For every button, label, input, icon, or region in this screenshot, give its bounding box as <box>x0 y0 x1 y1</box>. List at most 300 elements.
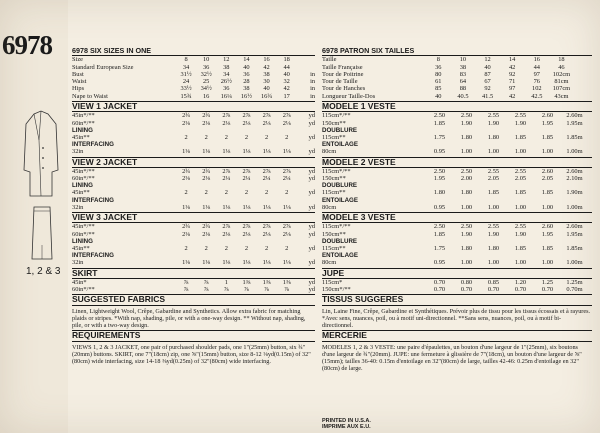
row-value: 2⅞ <box>242 167 251 175</box>
row-value: 16 <box>533 56 540 64</box>
row-value: 30 <box>263 78 270 86</box>
row-value: 2 <box>244 133 249 141</box>
row-label: 32in <box>72 203 84 211</box>
requirements-text: VIEWS 1, 2 & 3 JACKET, one pair of purchased shoulder pads, one 1"(25mm) button, six ¾"(20mm) buttons. SKIRT, one 7"(18cm) zip, one ⅝"(15mm) button, size 8-12 ⅛yd(0.15m) of 32"(80cm) wide interfacing, size 14-18 ⅜yd(0.25m) of 32"(80cm) wide interfacing. <box>72 343 311 366</box>
row-value: 2⅛ <box>282 119 291 127</box>
table-row <box>322 93 592 100</box>
jupe-table <box>322 279 592 294</box>
row-value: 40 <box>283 70 290 78</box>
row-value: 1.00 <box>541 203 554 211</box>
row-value: 0.70m <box>566 286 583 294</box>
table-row <box>72 64 315 71</box>
row-value: 1.85 <box>433 119 446 127</box>
row-value: 1⅛ <box>282 148 291 156</box>
row-value: 2 <box>224 244 228 252</box>
row-value: 2.05 <box>541 175 554 183</box>
row-value: 1.85 <box>514 244 527 252</box>
row-value: 2⅛ <box>262 230 271 238</box>
row-value: 2.50 <box>460 112 473 120</box>
row-value: 2 <box>204 133 208 141</box>
row-unit: in <box>310 92 316 100</box>
row-value: 1.95 <box>433 175 446 183</box>
row-value: 0.85 <box>487 278 500 286</box>
row-value: 1.25m <box>566 278 583 286</box>
row-value: 1⅛ <box>262 148 271 156</box>
row-value: 107cm <box>552 85 571 93</box>
row-value: 2¾ <box>202 167 211 175</box>
table-row <box>322 56 592 63</box>
table-row <box>72 259 315 266</box>
row-subheading: INTERFACING <box>72 141 114 149</box>
row-unit: yd <box>308 119 316 127</box>
table-row <box>322 259 592 266</box>
row-value: 1.00 <box>541 259 554 267</box>
row-value: 2.50 <box>460 167 473 175</box>
row-value: 1⅛ <box>202 203 211 211</box>
row-subheading: DOUBLURE <box>322 237 358 245</box>
tissus-title: TISSUS SUGGERES <box>322 294 592 305</box>
row-value: 1.90 <box>514 119 527 127</box>
row-value: 2.50 <box>433 112 446 120</box>
row-unit: yd <box>308 223 316 231</box>
row-label: 60in*/** <box>72 286 95 294</box>
row-value: ⅞ <box>183 278 189 286</box>
row-value: 2.55 <box>487 223 500 231</box>
row-value: 2.55 <box>514 112 527 120</box>
row-value: 2 <box>285 244 289 252</box>
row-value: 24 <box>182 78 190 86</box>
row-value: 2¼ <box>242 175 251 183</box>
row-value: 1.90 <box>460 230 473 238</box>
row-value: 1.90 <box>514 230 527 238</box>
row-label: 32in <box>72 259 84 267</box>
row-unit: yd <box>308 203 316 211</box>
row-value: 16¾ <box>260 92 273 100</box>
row-unit: yd <box>308 286 316 294</box>
row-value: 40 <box>484 63 491 71</box>
row-value: 2.10m <box>566 175 583 183</box>
row-unit: yd <box>308 244 316 252</box>
row-unit: yd <box>308 148 316 156</box>
views-label: 1, 2 & 3 <box>26 266 61 277</box>
row-value: 0.95 <box>433 148 446 156</box>
row-value: 1⅛ <box>262 203 271 211</box>
row-value: 10 <box>202 56 210 64</box>
table-row <box>322 231 592 238</box>
row-label: 115cm** <box>322 189 346 197</box>
row-value: 61 <box>435 78 442 86</box>
table-row <box>322 175 592 182</box>
row-value: 2⅞ <box>262 112 271 120</box>
row-value: 2.05 <box>514 175 527 183</box>
row-value: 2.55 <box>514 167 527 175</box>
view3-table <box>72 223 315 266</box>
view2-table <box>72 168 315 211</box>
row-label: 115cm*/** <box>322 167 351 175</box>
row-value: 40 <box>243 63 250 71</box>
row-value: 1.95 <box>541 230 554 238</box>
row-value: 1.80 <box>460 244 473 252</box>
row-value: 2.50 <box>460 223 473 231</box>
row-value: 1.20 <box>514 278 527 286</box>
row-value: ⅞ <box>284 286 290 294</box>
row-label: 115cm** <box>322 133 346 141</box>
row-label: 80cm <box>322 259 337 267</box>
printed-notice <box>322 418 371 430</box>
french-column <box>322 47 592 372</box>
view2-title: VIEW 2 JACKET <box>72 157 315 168</box>
row-value: 2⅞ <box>262 167 271 175</box>
table-row <box>72 112 315 119</box>
row-value: 42 <box>283 85 290 93</box>
row-label: 115cm** <box>322 244 346 252</box>
row-label: 115cm*/** <box>322 223 351 231</box>
row-value: 33½ <box>180 85 192 93</box>
row-value: 42.5 <box>531 92 543 100</box>
english-title: 6978 SIX SIZES IN ONE <box>72 47 315 56</box>
skirt-sketch <box>30 205 54 261</box>
row-value: 14 <box>508 56 516 64</box>
row-value: 34 <box>223 70 230 78</box>
row-value: 1⅛ <box>182 259 191 267</box>
modele3-title: MODELE 3 VESTE <box>322 212 592 223</box>
row-value: ⅞ <box>203 286 209 294</box>
printed-in-usa: PRINTED IN U.S.A. <box>322 418 371 424</box>
row-value: 8 <box>436 56 440 64</box>
row-value: 1.00 <box>487 259 500 267</box>
row-label: Bust <box>72 70 84 78</box>
table-row <box>72 175 315 182</box>
row-label: Standard European Size <box>72 63 134 71</box>
row-value: 2.60 <box>541 223 554 231</box>
row-subheading: LINING <box>72 237 93 245</box>
row-value: ⅞ <box>203 278 209 286</box>
row-value: 1.00 <box>460 259 473 267</box>
row-unit: yd <box>308 278 316 286</box>
row-value: 2 <box>244 189 249 197</box>
row-value: 32½ <box>200 70 212 78</box>
table-row <box>72 204 315 211</box>
row-value: 1⅛ <box>282 203 291 211</box>
row-value: ⅞ <box>264 286 269 294</box>
table-row <box>72 85 315 92</box>
row-value: 2⅛ <box>242 230 251 238</box>
row-value: 1.00m <box>566 259 583 267</box>
row-value: 1.85 <box>514 189 527 197</box>
table-row <box>72 78 315 85</box>
row-value: 2¾ <box>202 112 211 120</box>
row-subheading: INTERFACING <box>72 252 114 260</box>
row-subheading: ENTOILAGE <box>322 252 358 260</box>
row-unit: yd <box>308 167 316 175</box>
table-row <box>322 78 592 85</box>
row-value: ⅞ <box>183 286 189 294</box>
row-value: 1⅛ <box>282 259 291 267</box>
row-unit: yd <box>308 230 316 238</box>
row-value: 36 <box>243 70 250 78</box>
row-value: 2 <box>285 133 289 141</box>
modele3-table <box>322 223 592 266</box>
row-value: 1.95 <box>541 119 554 127</box>
row-value: 2⅞ <box>222 223 231 231</box>
row-value: 76 <box>533 78 540 86</box>
row-value: 1⅛ <box>202 148 211 156</box>
row-value: 2¾ <box>182 223 191 231</box>
modele2-title: MODELE 2 VESTE <box>322 157 592 168</box>
row-value: 0.70 <box>514 286 527 294</box>
row-label: 150cm** <box>322 119 346 127</box>
row-value: 25 <box>202 78 210 86</box>
row-value: 40.5 <box>457 92 469 100</box>
row-value: 41.5 <box>481 92 494 100</box>
table-row <box>322 71 592 78</box>
row-value: 97 <box>508 85 516 93</box>
row-value: 1⅛ <box>222 203 231 211</box>
row-value: 2.60m <box>566 112 583 120</box>
row-unit: in <box>310 70 316 78</box>
row-unit: in <box>310 78 316 86</box>
row-value: 2.55 <box>514 223 527 231</box>
table-row <box>322 64 592 71</box>
row-value: 1.95m <box>566 119 583 127</box>
row-value: 1⅛ <box>242 259 251 267</box>
table-row <box>72 71 315 78</box>
row-subheading: DOUBLURE <box>322 182 358 190</box>
row-value: 83 <box>459 70 467 78</box>
table-row <box>72 286 315 293</box>
fabrics-title: SUGGESTED FABRICS <box>72 294 315 305</box>
table-row <box>72 93 315 100</box>
imprime-aux-eu: IMPRIME AUX E.U. <box>322 424 371 430</box>
table-row <box>72 231 315 238</box>
table-row <box>322 223 592 230</box>
row-value: 92 <box>508 70 516 78</box>
row-value: 2.60m <box>566 167 583 175</box>
table-row <box>322 134 592 141</box>
row-value: 34½ <box>200 85 212 93</box>
row-value: 102 <box>532 85 542 93</box>
row-value: 1 <box>224 278 228 286</box>
row-value: 1.00 <box>514 148 527 156</box>
row-value: 1.75 <box>433 133 446 141</box>
row-value: 2¼ <box>222 175 231 183</box>
requirements-title: REQUIREMENTS <box>72 330 315 341</box>
row-value: 2⅞ <box>282 223 291 231</box>
row-value: 92 <box>484 85 491 93</box>
table-row <box>72 245 315 252</box>
row-value: 1.00 <box>460 203 473 211</box>
row-label: Longueur Taille-Dos <box>322 92 376 100</box>
row-unit: in <box>310 85 316 93</box>
row-label: 115cm*/** <box>322 112 351 120</box>
mercerie-text: MODELES 1, 2 & 3 VESTE: une paire d'épaulettes, un bouton d'une largeur de 1"(25mm), six boutons d'une largeur de ¾"(20mm). JUPE: une fermeture à glissière de 7"(18cm), un bouton d'une largeur de ⅝"(15mm); tailles 36-40: 0.15m d'entoilage en 32"(80cm) de large, tailles 42-46: 0.25m d'entoilage en 32"(80cm) de large. <box>322 343 582 373</box>
table-row <box>72 120 315 127</box>
view1-table <box>72 112 315 155</box>
row-value: 2 <box>224 189 228 197</box>
row-value: 46 <box>558 63 565 71</box>
row-value: 1.00 <box>460 148 473 156</box>
row-value: 8 <box>184 56 188 64</box>
row-value: 36 <box>435 63 442 71</box>
row-value: 38 <box>459 63 467 71</box>
row-value: 1.85 <box>541 189 554 197</box>
row-value: 2⅛ <box>182 119 191 127</box>
row-value: 97 <box>533 70 540 78</box>
row-label: 150cm** <box>322 175 346 183</box>
row-value: 1.85 <box>433 230 446 238</box>
row-label: 32in <box>72 148 84 156</box>
row-value: 1.75 <box>433 244 446 252</box>
row-value: 2.50 <box>433 223 446 231</box>
row-subheading: INTERFACING <box>72 196 114 204</box>
table-row <box>322 189 592 196</box>
tailles-table <box>322 56 592 100</box>
row-value: 2.50 <box>433 167 446 175</box>
row-value: 26½ <box>220 78 232 86</box>
row-label: Hips <box>72 85 85 93</box>
row-value: 1.00 <box>487 203 500 211</box>
row-value: 1⅛ <box>222 148 231 156</box>
row-value: 16½ <box>240 92 253 100</box>
jupe-title: JUPE <box>322 268 592 279</box>
row-value: 0.70 <box>460 286 473 294</box>
row-value: 2⅛ <box>242 119 251 127</box>
row-value: 2⅞ <box>282 112 291 120</box>
skirt-title: SKIRT <box>72 268 315 279</box>
row-label: 45in** <box>72 244 90 252</box>
row-value: 40 <box>263 85 270 93</box>
row-value: 2.60 <box>541 112 554 120</box>
row-value: 0.95 <box>433 203 446 211</box>
row-value: 31½ <box>180 70 192 78</box>
row-value: 2¾ <box>182 167 191 175</box>
row-value: 1.85 <box>541 244 554 252</box>
row-value: 12 <box>484 56 491 64</box>
row-value: 2⅛ <box>222 230 231 238</box>
row-value: 1.00 <box>487 148 500 156</box>
view3-title: VIEW 3 JACKET <box>72 212 315 223</box>
row-label: Taille <box>322 56 337 64</box>
row-value: 12 <box>223 56 230 64</box>
table-row <box>322 279 592 286</box>
row-value: 2 <box>264 244 269 252</box>
row-value: 2¼ <box>262 175 271 183</box>
row-value: 2.60 <box>541 167 554 175</box>
row-value: 1⅛ <box>182 203 191 211</box>
row-value: 2⅞ <box>262 223 271 231</box>
row-value: 2⅞ <box>222 112 231 120</box>
row-unit: yd <box>308 259 316 267</box>
row-unit: yd <box>308 189 316 197</box>
row-label: 45in* <box>72 278 87 286</box>
table-row <box>72 223 315 230</box>
row-value: 36 <box>202 63 210 71</box>
row-label: 45in** <box>72 133 90 141</box>
row-value: 2 <box>285 189 289 197</box>
table-row <box>322 168 592 175</box>
row-value: 2 <box>184 189 188 197</box>
row-value: 2.60m <box>566 223 583 231</box>
french-title: 6978 PATRON SIX TAILLES <box>322 47 592 56</box>
row-value: 81cm <box>554 78 569 86</box>
row-value: 2⅞ <box>282 167 291 175</box>
row-value: 2.55 <box>487 112 500 120</box>
row-value: 1.80 <box>460 133 473 141</box>
modele2-table <box>322 168 592 211</box>
row-value: 1.90m <box>566 189 583 197</box>
row-value: 1.85m <box>566 133 583 141</box>
row-value: 1.00 <box>514 259 527 267</box>
table-row <box>72 134 315 141</box>
row-label: Size <box>72 56 84 64</box>
row-value: 10 <box>459 56 467 64</box>
row-value: 1.85 <box>541 133 554 141</box>
row-subheading: LINING <box>72 126 93 134</box>
jacket-sketch <box>22 110 60 200</box>
table-row <box>72 148 315 155</box>
row-value: 44 <box>283 63 290 71</box>
row-value: 40 <box>435 92 442 100</box>
table-row <box>72 279 315 286</box>
row-value: 16 <box>202 92 210 100</box>
row-value: 64 <box>459 78 467 86</box>
row-value: 1.00 <box>514 203 527 211</box>
row-value: ⅞ <box>244 286 249 294</box>
row-value: 1.00 <box>541 148 554 156</box>
row-subheading: ENTOILAGE <box>322 141 358 149</box>
row-value: 2⅛ <box>182 175 191 183</box>
row-value: 2 <box>264 133 269 141</box>
modele1-title: MODELE 1 VESTE <box>322 101 592 112</box>
row-value: 1.85 <box>514 133 527 141</box>
row-value: 2 <box>184 133 188 141</box>
row-value: 2.05 <box>487 175 500 183</box>
row-value: 1.90 <box>460 119 473 127</box>
row-subheading: LINING <box>72 182 93 190</box>
row-label: 80cm <box>322 203 337 211</box>
row-value: 1.90 <box>487 230 500 238</box>
row-value: 14 <box>243 56 250 64</box>
row-value: 80 <box>435 70 442 78</box>
row-value: 2¾ <box>182 112 191 120</box>
row-value: 2¾ <box>202 223 211 231</box>
row-value: 1⅛ <box>242 148 251 156</box>
table-row <box>72 56 315 63</box>
row-value: 0.95 <box>433 259 446 267</box>
row-value: 1.25 <box>541 278 554 286</box>
row-label: 45in** <box>72 189 90 197</box>
row-value: 2⅞ <box>222 167 231 175</box>
row-subheading: DOUBLURE <box>322 126 358 134</box>
row-unit: yd <box>308 112 316 120</box>
modele1-table <box>322 112 592 155</box>
row-value: 2 <box>204 189 208 197</box>
row-value: 2⅛ <box>262 119 271 127</box>
table-row <box>322 245 592 252</box>
row-value: 2⅞ <box>242 223 251 231</box>
table-row <box>322 286 592 293</box>
row-value: 18 <box>283 56 290 64</box>
row-value: 2⅛ <box>222 119 231 127</box>
row-label: Tour de Taille <box>322 78 358 86</box>
sketch-strip <box>0 0 68 433</box>
row-label: 115cm* <box>322 278 343 286</box>
row-value: 2¼ <box>282 175 291 183</box>
row-label: Tour de Hanches <box>322 85 366 93</box>
row-value: 1⅛ <box>262 259 271 267</box>
row-value: 2⅛ <box>202 230 211 238</box>
row-value: 2.55 <box>487 167 500 175</box>
